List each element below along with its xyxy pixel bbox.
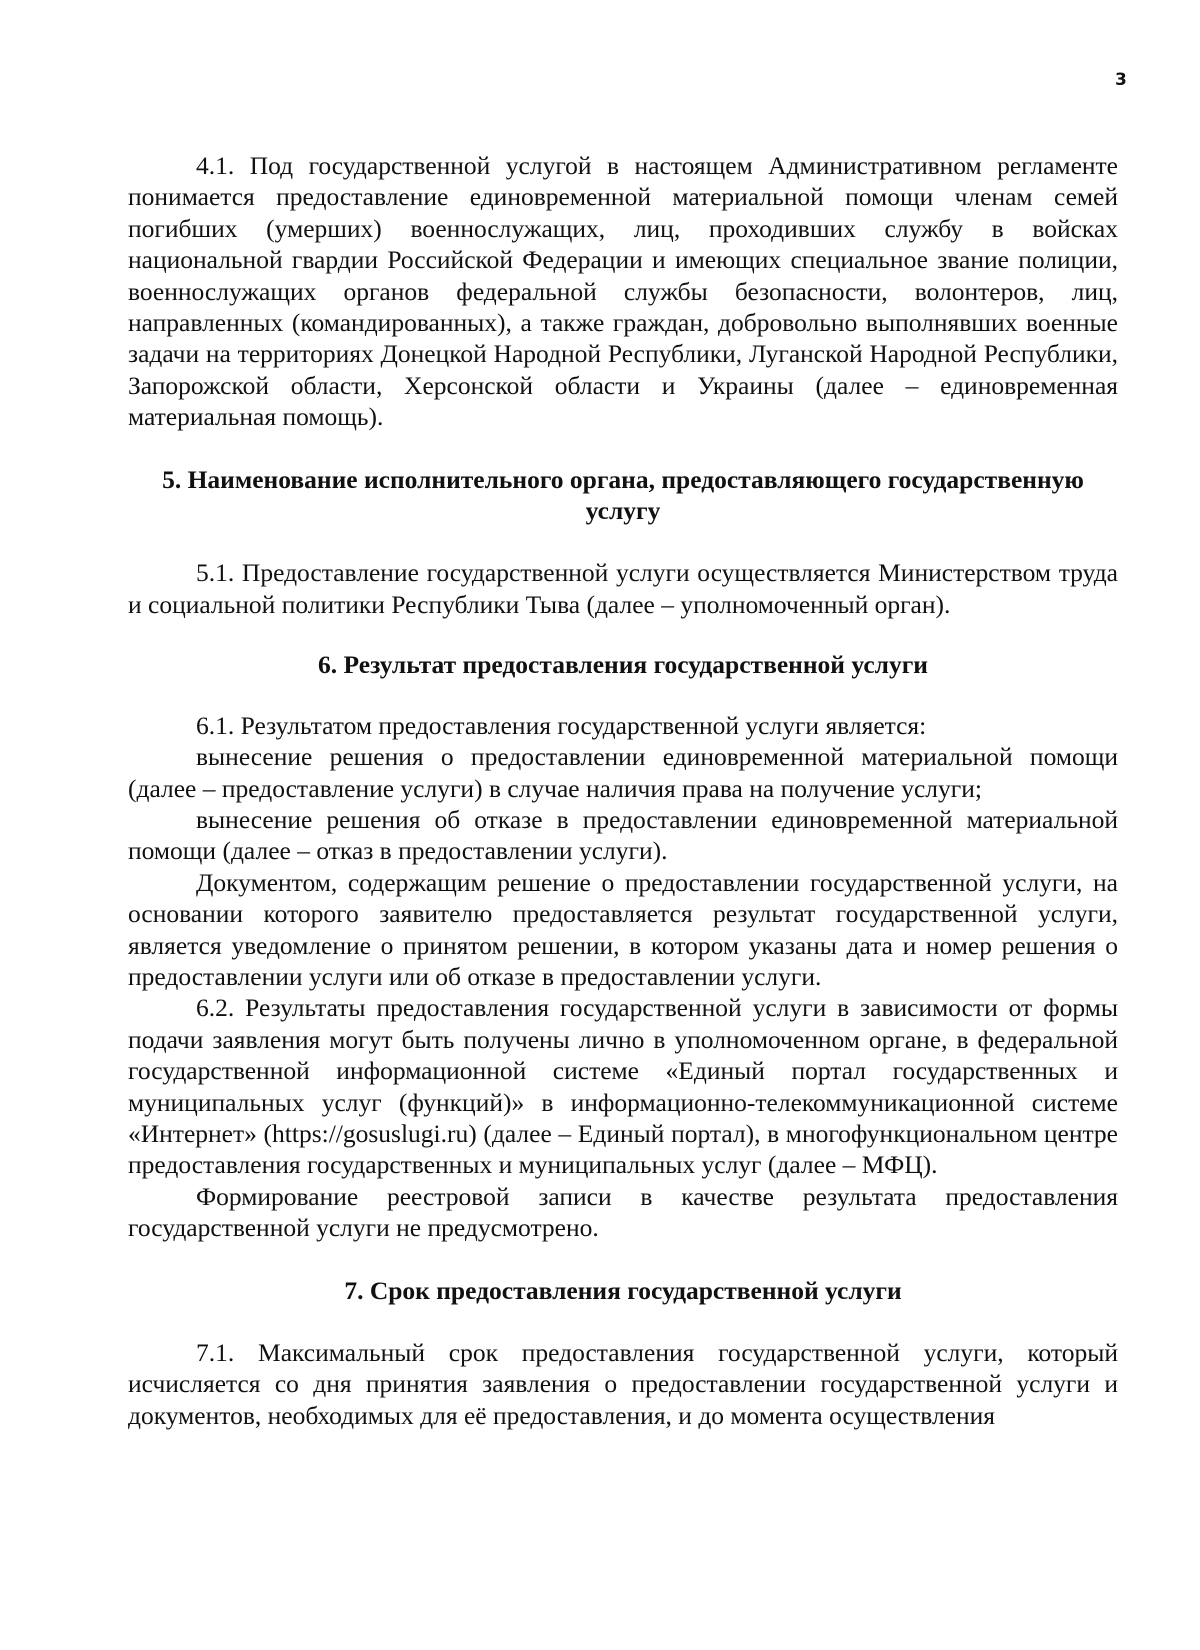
paragraph-7-1: 7.1. Максимальный срок предоставления государственной услуги, который исчисляется со дня принятия заявления о предоставлении государственной услуги и документов, необходимых для её предоставления, и до момента осуществления	[128, 1338, 1118, 1430]
spacer	[128, 681, 1118, 710]
spacer	[128, 433, 1118, 464]
spacer	[128, 1306, 1118, 1337]
document-body	[128, 150, 1118, 1431]
paragraph-5-1: 5.1. Предоставление государственной услуги осуществляется Министерством труда и социальной политики Республики Тыва (далее – уполномоченный орган).	[128, 558, 1118, 619]
paragraph-6-2-registry: Формирование реестровой записи в качестве результата предоставления государственной услуги не предусмотрено.	[128, 1181, 1118, 1243]
paragraph-6-1-document: Документом, содержащим решение о предоставлении государственной услуги, на основании которого заявителю предоставляется результат государственной услуги, является уведомление о принятом решении, в котором указаны дата и номер решения о предоставлении услуги или об отказе в предоставлении услуги.	[128, 867, 1118, 991]
heading-section-7: 7. Срок предоставления государственной услуги	[344, 1275, 902, 1305]
paragraph-4-1: 4.1. Под государственной услугой в настоящем Административном регламенте понимается предоставление единовременной материальной помощи членам семей погибших (умерших) военнослужащих, лиц, проходивших службу в войсках национальной гвардии Российской Федерации и имеющих специальное звание полиции, военнослужащих органов федеральной службы безопасности, волонтеров, лиц, направленных (командированных), а также граждан, добровольно выполнявших военные задачи на территориях Донецкой Народной Республики, Луганской Народной Республики, Запорожской области, Херсонской области и Украины (далее – единовременная материальная помощь).	[128, 151, 1118, 432]
paragraph-6-1: 6.1. Результатом предоставления государственной услуги является:	[196, 710, 927, 740]
heading-section-6: 6. Результат предоставления государственной услуги	[318, 650, 928, 680]
paragraph-6-1-item-a: вынесение решения о предоставлении единовременной материальной помощи (далее – предоставление услуги) в случае наличия права на получение услуги;	[128, 742, 1118, 803]
paragraph-6-2: 6.2. Результаты предоставления государственной услуги в зависимости от формы подачи заявления могут быть получены лично в уполномоченном органе, в федеральной государственной информационной системе «Единый портал государственных и муниципальных услуг (функций)» в информационно-телекоммуникационной системе «Интернет» (https://gosuslugi.ru) (далее – Единый портал), в многофункциональном центре предоставления государственных и муниципальных услуг (далее – МФЦ).	[128, 993, 1118, 1180]
heading-section-5: 5. Наименование исполнительного органа, предоставляющего государственную услугу	[162, 464, 1084, 526]
spacer	[128, 526, 1118, 557]
spacer	[128, 620, 1118, 649]
paragraph-6-1-item-b: вынесение решения об отказе в предоставлении единовременной материальной помощи (далее – отказ в предоставлении услуги).	[128, 804, 1118, 866]
spacer	[128, 1244, 1118, 1275]
page-number: 3	[1115, 70, 1127, 90]
